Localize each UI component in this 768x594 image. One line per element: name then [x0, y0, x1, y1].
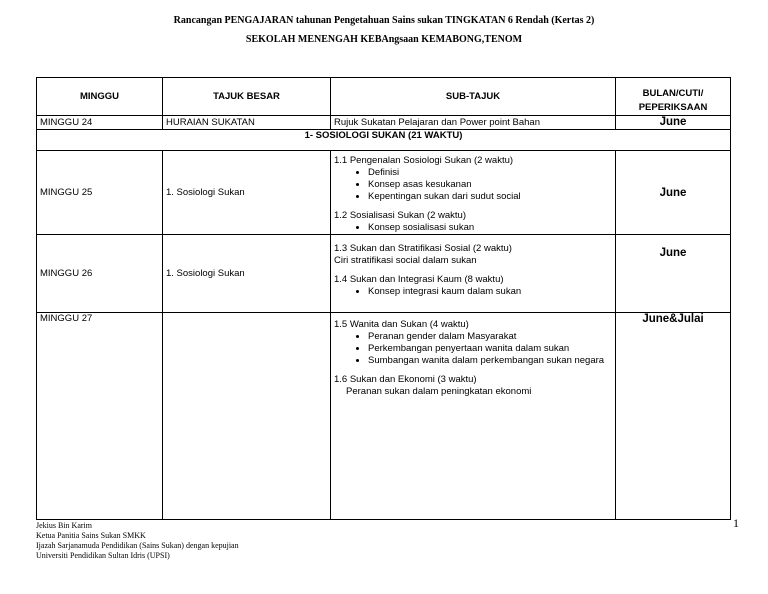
page-number: 1	[733, 516, 739, 530]
topic-cell	[163, 313, 331, 520]
week-cell: MINGGU 25	[37, 151, 163, 235]
month-cell: June	[616, 151, 731, 235]
subtopic-title: 1.6 Sukan dan Ekonomi (3 waktu)	[334, 374, 477, 385]
list-item: • Kepentingan sukan dari sudut social	[368, 191, 612, 203]
week-cell: MINGGU 24	[37, 116, 163, 130]
footer-line: Ijazah Sarjanamuda Pendidikan (Sains Sukan) dengan kepujian	[36, 541, 239, 550]
subtopic-title: 1.3 Sukan dan Stratifikasi Sosial (2 waktu)	[334, 243, 512, 254]
header-sub-tajuk: SUB-TAJUK	[331, 78, 616, 116]
list-item: • Konsep integrasi kaum dalam sukan	[368, 286, 612, 298]
subtopic-title: 1.2 Sosialisasi Sukan (2 waktu)	[334, 210, 467, 221]
table-row	[37, 313, 731, 520]
school-name: SEKOLAH MENENGAH KEBAngsaan KEMABONG,TENOM	[245, 34, 523, 45]
topic-cell: 1. Sosiologi Sukan	[163, 235, 331, 313]
subtopic-title: 1.4 Sukan dan Integrasi Kaum (8 waktu)	[334, 274, 504, 285]
month-cell: June	[616, 116, 731, 130]
list-item: • Konsep asas kesukanan	[368, 179, 612, 191]
list-item: • Konsep sosialisasi sukan	[368, 222, 612, 234]
lesson-plan-table	[36, 77, 731, 520]
table-header-row	[37, 78, 731, 116]
subtopic-text: Peranan sukan dalam peningkatan ekonomi	[346, 386, 532, 397]
header-bulan-cuti: BULAN/CUTI/ PEPERIKSAAN	[616, 78, 731, 116]
subtopic-cell	[331, 151, 616, 235]
subtopic-title: 1.1 Pengenalan Sosiologi Sukan (2 waktu)	[334, 155, 514, 166]
footer-line: Jekius Bin Karim	[36, 521, 92, 530]
week-cell: MINGGU 26	[37, 235, 163, 313]
section-row	[37, 130, 731, 151]
list-item: • Perkembangan penyertaan wanita dalam sukan	[368, 343, 612, 355]
week-cell: MINGGU 27	[37, 313, 163, 520]
section-title: 1- SOSIOLOGI SUKAN (21 WAKTU)	[37, 130, 731, 151]
subtopic-cell	[331, 313, 616, 520]
list-item: • Definisi	[368, 167, 612, 179]
list-item: • Peranan gender dalam Masyarakat	[368, 331, 612, 343]
table-row	[37, 151, 731, 235]
footer-line: Ketua Panitia Sains Sukan SMKK	[36, 531, 146, 540]
subtopic-title: 1.5 Wanita dan Sukan (4 waktu)	[334, 319, 469, 330]
table-row	[37, 235, 731, 313]
month-cell: June&Julai	[616, 313, 731, 520]
subtopic-text: Ciri stratifikasi social dalam sukan	[334, 255, 477, 266]
subtopic-cell	[331, 235, 616, 313]
subtopic-cell: Rujuk Sukatan Pelajaran dan Power point Bahan	[331, 116, 616, 130]
table-row	[37, 116, 731, 130]
document-title: Rancangan PENGAJARAN tahunan Pengetahuan Sains sukan TINGKATAN 6 Rendah (Kertas 2)	[173, 15, 595, 26]
list-item: • Sumbangan wanita dalam perkembangan sukan negara	[368, 355, 612, 367]
topic-cell: HURAIAN SUKATAN	[163, 116, 331, 130]
author-footer	[36, 521, 239, 561]
footer-line: Universiti Pendidikan Sultan Idris (UPSI)	[36, 551, 170, 560]
header-tajuk-besar: TAJUK BESAR	[163, 78, 331, 116]
header-minggu: MINGGU	[37, 78, 163, 116]
topic-cell: 1. Sosiologi Sukan	[163, 151, 331, 235]
month-cell: June	[616, 235, 731, 313]
